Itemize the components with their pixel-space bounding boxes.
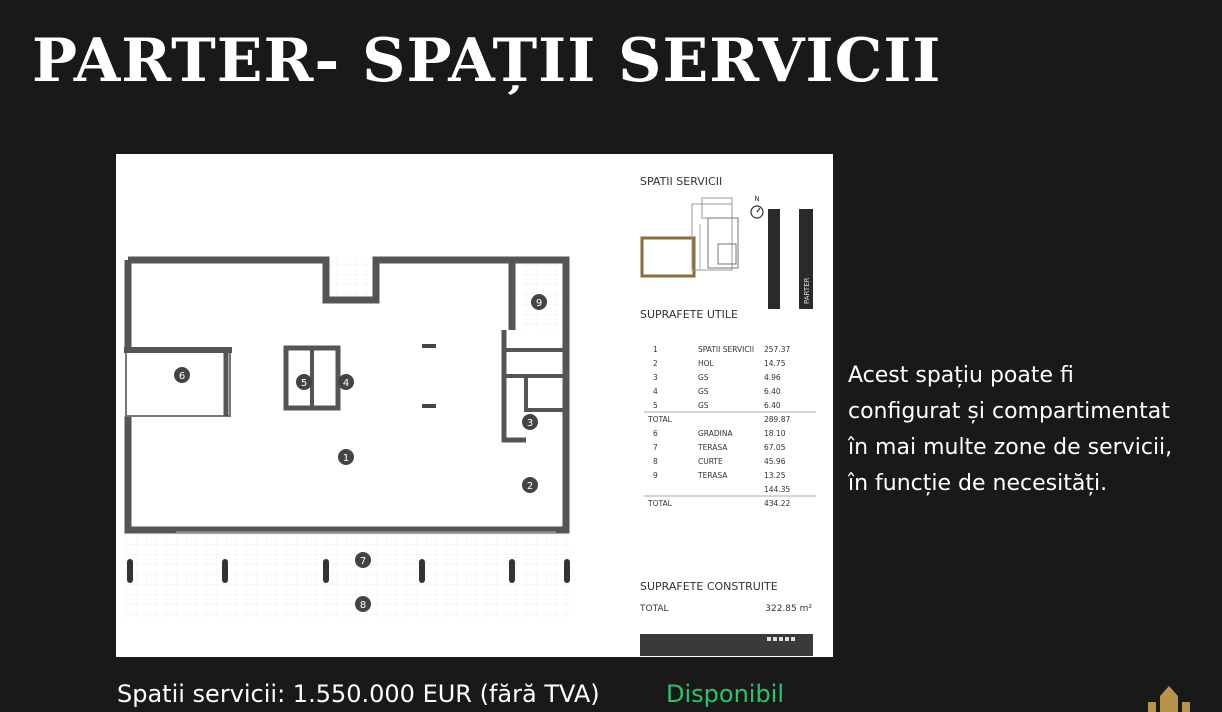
terrace-area (124, 532, 572, 618)
page-title: PARTER- SPAȚII SERVICII (32, 26, 942, 96)
utile-table (644, 345, 816, 508)
utile-cell-nr: 5 (653, 401, 658, 410)
room-marker-4 (338, 374, 354, 390)
svg-text:N: N (754, 195, 760, 203)
utile-cell-name: GS (698, 373, 709, 382)
utile-cell-area: 13.25 (764, 471, 786, 480)
description-line: în funcție de necesități. (848, 471, 1108, 496)
utile-cell-name: GRADINA (698, 429, 733, 438)
utile-cell-name: TOTAL (648, 415, 672, 424)
utile-cell-nr: 3 (653, 373, 658, 382)
utile-cell-name: HOL (698, 359, 714, 368)
utile-cell-area: 434.22 (764, 499, 791, 508)
floor-plan-card (116, 154, 833, 657)
description-line: Acest spațiu poate fi (848, 363, 1074, 388)
utile-cell-nr: 8 (653, 457, 658, 466)
utile-cell-name: GS (698, 387, 709, 396)
availability-status: Disponibil (666, 680, 785, 708)
room-marker-7 (355, 552, 371, 568)
utile-cell-nr: 4 (653, 387, 658, 396)
svg-text:3: 3 (526, 418, 534, 429)
description (848, 358, 1218, 502)
utile-cell-area: 67.05 (764, 443, 786, 452)
key-plan (642, 198, 738, 276)
utile-cell-nr: 6 (653, 429, 658, 438)
utile-cell-name: SPATII SERVICII (698, 345, 755, 354)
construite-heading: SUPRAFETE CONSTRUITE (640, 580, 778, 593)
room-marker-1 (338, 449, 354, 465)
utile-cell-area: 6.40 (764, 387, 781, 396)
entrance-recess (326, 258, 376, 298)
svg-text:7: 7 (359, 556, 367, 567)
room-marker-3 (522, 414, 538, 430)
utile-cell-area: 14.75 (764, 359, 786, 368)
construite-value: 322.85 m² (765, 604, 812, 614)
svg-text:1: 1 (342, 453, 350, 464)
garden-outline (124, 350, 232, 416)
north-icon (751, 195, 763, 218)
utile-cell-area: 144.35 (764, 485, 791, 494)
room-marker-8 (355, 596, 371, 612)
utile-cell-area: 6.40 (764, 401, 781, 410)
svg-text:2: 2 (526, 481, 534, 492)
utile-cell-area: 45.96 (764, 457, 786, 466)
utile-cell-name: TOTAL (648, 499, 672, 508)
utile-cell-nr: 2 (653, 359, 658, 368)
svg-text:8: 8 (359, 600, 367, 611)
utile-cell-name: GS (698, 401, 709, 410)
room-marker-6 (174, 367, 190, 383)
room-marker-9 (531, 294, 547, 310)
utile-cell-area: 4.96 (764, 373, 781, 382)
utile-cell-area: 257.37 (764, 345, 791, 354)
description-line: configurat și compartimentat (848, 399, 1170, 424)
utile-cell-name: TERASA (698, 471, 728, 480)
svg-text:6: 6 (178, 371, 186, 382)
utile-cell-name: TERASA (698, 443, 728, 452)
utile-heading: SUPRAFETE UTILE (640, 308, 738, 321)
room-marker-2 (522, 477, 538, 493)
description-line: în mai multe zone de servicii, (848, 435, 1173, 460)
svg-text:9: 9 (535, 298, 543, 309)
svg-text:5: 5 (300, 378, 308, 389)
section-bar-left (768, 209, 780, 309)
floor-label: PARTER (803, 277, 811, 304)
utile-cell-area: 289.87 (764, 415, 791, 424)
svg-text:4: 4 (342, 378, 350, 389)
utile-cell-nr: 7 (653, 443, 658, 452)
construite-label: TOTAL (640, 604, 669, 614)
price-text: Spatii servicii: 1.550.000 EUR (fără TVA) (117, 680, 600, 708)
walls (128, 260, 566, 530)
utile-cell-name: CURTE (698, 457, 723, 466)
utile-cell-nr: 1 (653, 345, 658, 354)
interior-stubs (422, 344, 436, 408)
utile-cell-nr: 9 (653, 471, 658, 480)
plan-heading: SPATII SERVICII (640, 175, 723, 188)
floor-plan-drawing (116, 154, 833, 657)
brand-logo-icon (1144, 684, 1194, 712)
utile-cell-area: 18.10 (764, 429, 786, 438)
room-marker-5 (296, 374, 312, 390)
